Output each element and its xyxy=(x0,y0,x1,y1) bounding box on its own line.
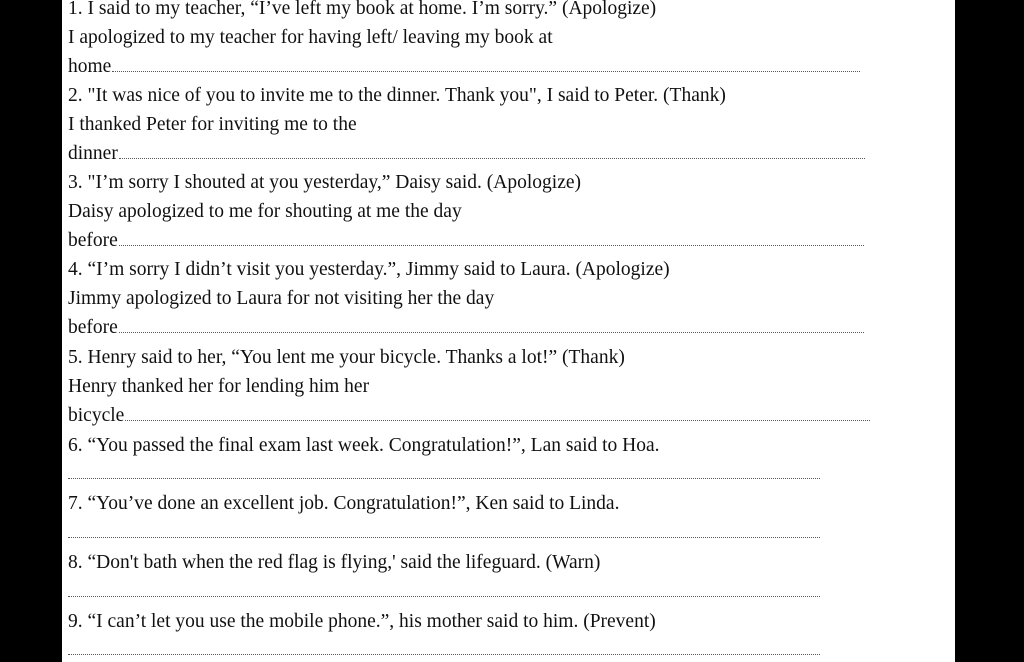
answer-dotted-line xyxy=(112,71,860,72)
exercise-5-answer-end: bicycle xyxy=(68,405,870,427)
exercise-7-prompt: 7. “You’ve done an excellent job. Congratulation!”, Ken said to Linda. xyxy=(68,493,620,514)
answer-dotted-line xyxy=(119,245,864,246)
exercise-8-answer-line xyxy=(68,596,820,597)
exercise-5-answer: Henry thanked her for lending him her xyxy=(68,376,370,397)
exercise-9-answer-line xyxy=(68,654,820,655)
answer-dotted-line xyxy=(125,420,870,421)
exercise-4-prompt: 4. “I’m sorry I didn’t visit you yesterday.”, Jimmy said to Laura. (Apologize) xyxy=(68,259,670,280)
exercise-8-prompt: 8. “Don't bath when the red flag is flying,' said the lifeguard. (Warn) xyxy=(68,552,601,573)
exercise-4-answer-end: before xyxy=(68,317,864,339)
worksheet-page xyxy=(62,0,955,662)
exercise-9-prompt: 9. “I can’t let you use the mobile phone.”, his mother said to him. (Prevent) xyxy=(68,611,656,632)
exercise-2-answer-end: dinner xyxy=(68,143,865,165)
exercise-3-prompt: 3. "I’m sorry I shouted at you yesterday,” Daisy said. (Apologize) xyxy=(68,172,582,193)
exercise-6-prompt: 6. “You passed the final exam last week. Congratulation!”, Lan said to Hoa. xyxy=(68,435,660,456)
answer-dotted-line xyxy=(119,158,865,159)
exercise-2-answer: I thanked Peter for inviting me to the xyxy=(68,114,357,135)
exercise-2-prompt: 2. "It was nice of you to invite me to the dinner. Thank you", I said to Peter. (Thank) xyxy=(68,85,726,106)
answer-dotted-line xyxy=(119,332,864,333)
exercise-1-prompt: 1. I said to my teacher, “I’ve left my book at home. I’m sorry.” (Apologize) xyxy=(68,0,657,19)
exercise-6-answer-line xyxy=(68,478,820,479)
exercise-1-answer: I apologized to my teacher for having left/ leaving my book at xyxy=(68,27,553,48)
exercise-1-answer-end: home xyxy=(68,56,860,78)
exercise-3-answer: Daisy apologized to me for shouting at me the day xyxy=(68,201,462,222)
exercise-3-answer-end: before xyxy=(68,230,864,252)
exercise-5-prompt: 5. Henry said to her, “You lent me your bicycle. Thanks a lot!” (Thank) xyxy=(68,347,625,368)
exercise-4-answer: Jimmy apologized to Laura for not visiting her the day xyxy=(68,288,495,309)
exercise-7-answer-line xyxy=(68,537,820,538)
